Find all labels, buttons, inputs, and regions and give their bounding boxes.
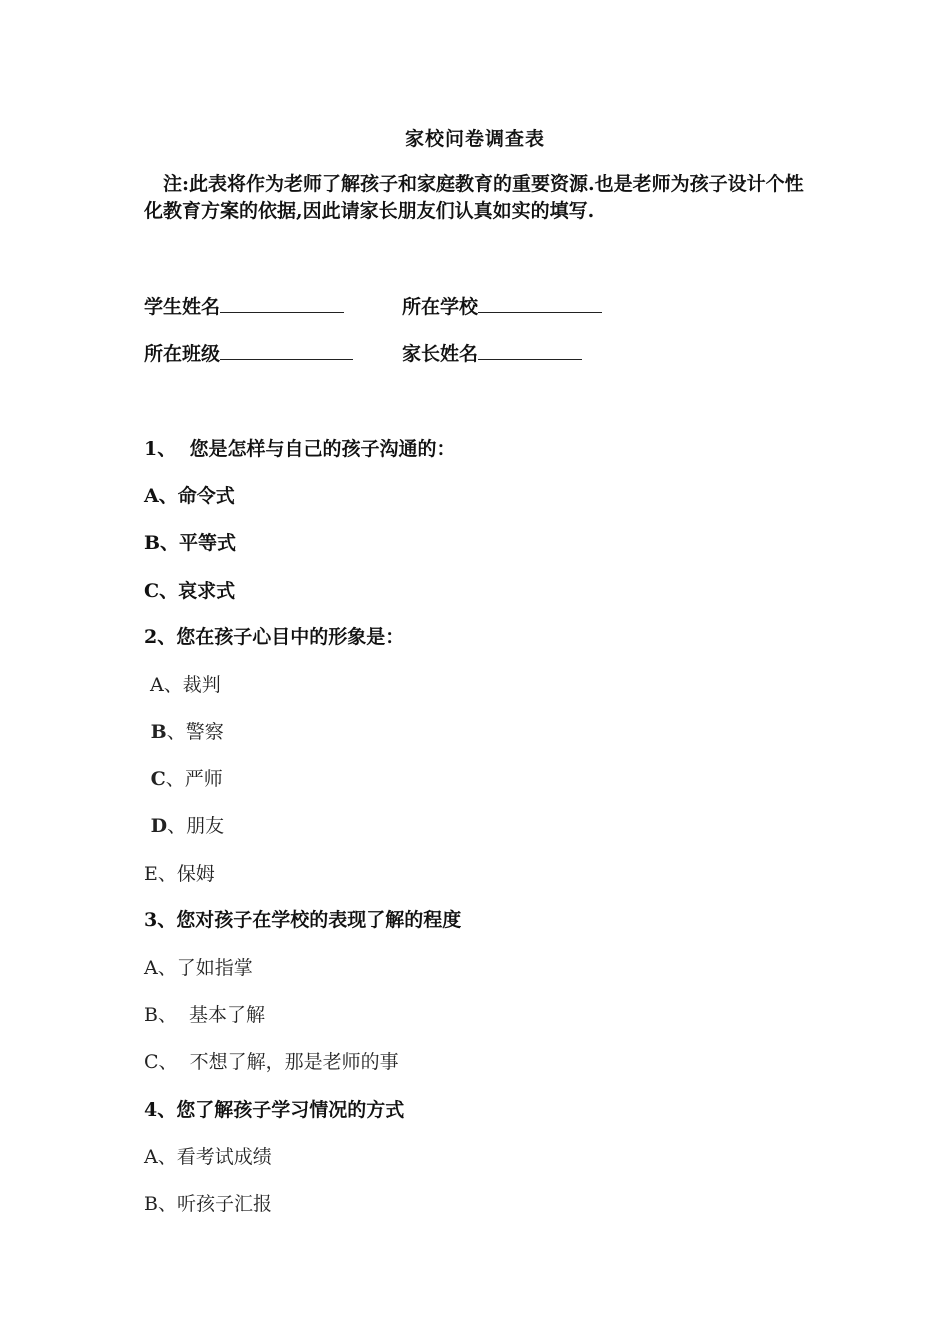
parent-name-label: 家长姓名 — [402, 343, 479, 365]
question-3: 3、您对孩子在学校的表现了解的程度 — [144, 909, 462, 931]
document-title: 家校问卷调查表 — [404, 128, 545, 150]
q3-option-c: C、 不想了解，那是老师的事 — [144, 1051, 399, 1073]
q2-option-c — [144, 764, 223, 791]
q2-option-b-text: 、警察 — [166, 721, 224, 743]
instruction-note: 注:此表将作为老师了解孩子和家庭教育的重要资源.也是老师为孩子设计个性化教育方案的依据,因此请家长朋友们认真如实的填写. — [144, 173, 804, 222]
student-name-label: 学生姓名 — [144, 296, 221, 318]
question-2: 2、您在孩子心目中的形象是： — [144, 626, 405, 648]
q2-option-e-text: 、保姆 — [157, 863, 215, 885]
parent-name-blank[interactable] — [478, 341, 582, 360]
q2-option-d — [144, 811, 224, 838]
q2-option-d-text: 、朋友 — [167, 815, 225, 837]
q2-option-d-letter: D — [144, 815, 168, 837]
q4-option-b: B、听孩子汇报 — [144, 1193, 272, 1215]
question-1: 1、 您是怎样与自己的孩子沟通的： — [144, 438, 456, 460]
q2-option-a-letter: A — [144, 674, 164, 696]
q2-option-a-text: 、裁判 — [163, 674, 221, 696]
student-name-blank[interactable] — [220, 294, 344, 313]
student-name-field — [144, 292, 344, 319]
class-field — [144, 339, 353, 366]
question-4: 4、您了解孩子学习情况的方式 — [144, 1099, 405, 1121]
q1-option-c: C、哀求式 — [144, 580, 236, 602]
school-label: 所在学校 — [402, 296, 479, 318]
q4-option-a: A、看考试成绩 — [144, 1146, 272, 1168]
q3-option-a: A、了如指掌 — [144, 957, 253, 979]
class-blank[interactable] — [220, 341, 353, 360]
q2-option-e — [144, 859, 215, 886]
q2-option-c-text: 、严师 — [165, 768, 223, 790]
school-field — [402, 292, 602, 319]
q1-option-b: B、平等式 — [144, 532, 237, 554]
q2-option-a — [144, 670, 221, 697]
school-blank[interactable] — [478, 294, 602, 313]
q2-option-b-letter: B — [144, 721, 167, 743]
q2-option-c-letter: C — [144, 768, 166, 790]
class-label: 所在班级 — [144, 343, 221, 365]
parent-name-field — [402, 339, 582, 366]
q2-option-e-letter: E — [144, 863, 158, 885]
q1-option-a: A、命令式 — [144, 485, 235, 507]
q2-option-b — [144, 717, 224, 744]
q3-option-b: B、 基本了解 — [144, 1004, 266, 1026]
